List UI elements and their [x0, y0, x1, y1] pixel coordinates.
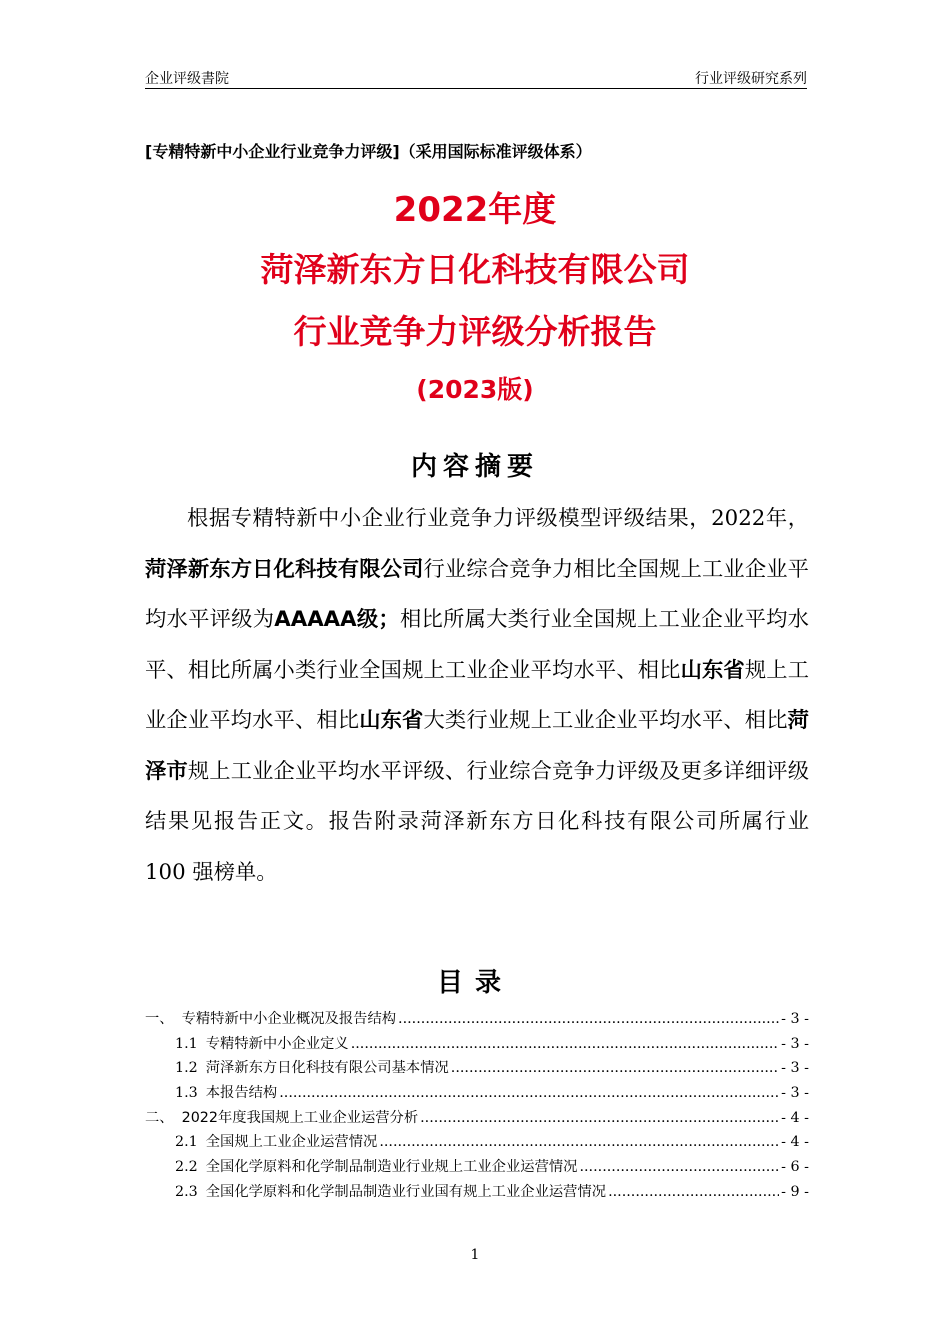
toc-entry-title: 全国规上工业企业运营情况 — [205, 1134, 378, 1151]
abstract-seg: 相比所属大类行业全国规上工业企业平均水平、相比所属小类行业全国规上工业企业平均水平、相比 — [145, 607, 809, 683]
abstract-seg: 行业综合竞争力相比全国规上工业企业平均水平评级为 — [145, 556, 809, 632]
title-year: 2022年度 — [393, 190, 557, 230]
page-header — [145, 66, 807, 89]
abstract-heading: 内容摘要 — [410, 452, 539, 482]
toc-leader-dots — [351, 1036, 779, 1052]
abstract-text — [145, 494, 809, 898]
toc-leader-dots — [398, 1011, 779, 1027]
toc-entry-number: 1.2 — [175, 1060, 198, 1077]
toc-leader-dots — [451, 1060, 779, 1076]
abstract-seg: 规上工业企业平均水平评级、行业综合竞争力评级及更多详细评级结果见报告正文。报告附录菏泽新东方日化科技有限公司所属行业 100 强榜单。 — [145, 758, 809, 885]
toc-leader-dots — [420, 1110, 779, 1126]
page-number: 1 — [470, 1247, 480, 1263]
title-company: 菏泽新东方日化科技有限公司 — [260, 250, 690, 289]
toc-entry-page: - 3 - — [781, 1035, 809, 1052]
abstract-seg: 大类行业规上工业企业平均水平、相比 — [423, 708, 788, 733]
header-left: 企业评级書院 — [145, 71, 229, 87]
abstract-seg: 根据专精特新中小企业行业竞争力评级模型评级结果，2022年， — [187, 506, 809, 531]
abstract-seg-company: 菏泽新东方日化科技有限公司 — [145, 556, 424, 582]
toc-entry-page: - 4 - — [781, 1134, 809, 1151]
toc-entry-page: - 9 - — [781, 1183, 809, 1200]
toc-entry-number: 2.2 — [175, 1159, 198, 1176]
table-of-contents — [145, 1008, 809, 1206]
toc-entry[interactable] — [145, 1131, 809, 1156]
toc-entry-number: 1.1 — [175, 1035, 198, 1052]
toc-entry-title: 2022年度我国规上工业企业运营分析 — [181, 1109, 419, 1126]
report-subtitle: [专精特新中小企业行业竞争力评级]（采用国际标准评级体系） — [145, 142, 592, 161]
toc-entry[interactable] — [145, 1156, 809, 1181]
toc-entry[interactable] — [145, 1057, 809, 1082]
toc-heading: 目录 — [436, 968, 513, 998]
toc-entry[interactable] — [145, 1107, 809, 1132]
toc-entry-page: - 3 - — [781, 1011, 809, 1027]
abstract-seg: 规上工业企业平均水平、相比 — [145, 657, 809, 733]
toc-entry-number: 2.3 — [175, 1183, 198, 1200]
toc-entry-page: - 3 - — [781, 1060, 809, 1077]
toc-entry-page: - 4 - — [781, 1109, 809, 1126]
abstract-seg-province: 山东省 — [359, 708, 424, 733]
toc-entry-page: - 3 - — [781, 1085, 809, 1102]
abstract-seg-grade: AAAAA级； — [274, 607, 400, 632]
toc-entry-number: 2.1 — [175, 1134, 198, 1151]
toc-leader-dots — [608, 1184, 779, 1200]
toc-leader-dots — [379, 1134, 779, 1150]
toc-entry-title: 全国化学原料和化学制品制造业行业国有规上工业企业运营情况 — [205, 1183, 607, 1200]
toc-entry-title: 专精特新中小企业概况及报告结构 — [181, 1011, 397, 1027]
title-report: 行业竞争力评级分析报告 — [293, 312, 657, 351]
toc-entry-number: 一、 — [145, 1011, 174, 1027]
toc-entry-title: 专精特新中小企业定义 — [205, 1035, 349, 1052]
toc-entry-title: 本报告结构 — [205, 1085, 278, 1102]
toc-entry[interactable] — [145, 1033, 809, 1058]
toc-entry-page: - 6 - — [781, 1159, 809, 1176]
title-edition: (2023版) — [416, 375, 534, 404]
toc-entry[interactable] — [145, 1008, 809, 1033]
toc-entry-number: 二、 — [145, 1109, 174, 1126]
abstract-seg-province: 山东省 — [680, 657, 745, 683]
toc-entry[interactable] — [145, 1082, 809, 1107]
toc-leader-dots — [579, 1159, 779, 1175]
toc-entry-title: 全国化学原料和化学制品制造业行业规上工业企业运营情况 — [205, 1159, 578, 1176]
toc-entry-number: 1.3 — [175, 1085, 198, 1102]
toc-entry-title: 菏泽新东方日化科技有限公司基本情况 — [205, 1060, 449, 1077]
header-right: 行业评级研究系列 — [695, 71, 807, 87]
abstract-seg-city: 菏泽市 — [145, 708, 809, 784]
toc-leader-dots — [279, 1085, 779, 1101]
toc-entry[interactable] — [145, 1181, 809, 1206]
